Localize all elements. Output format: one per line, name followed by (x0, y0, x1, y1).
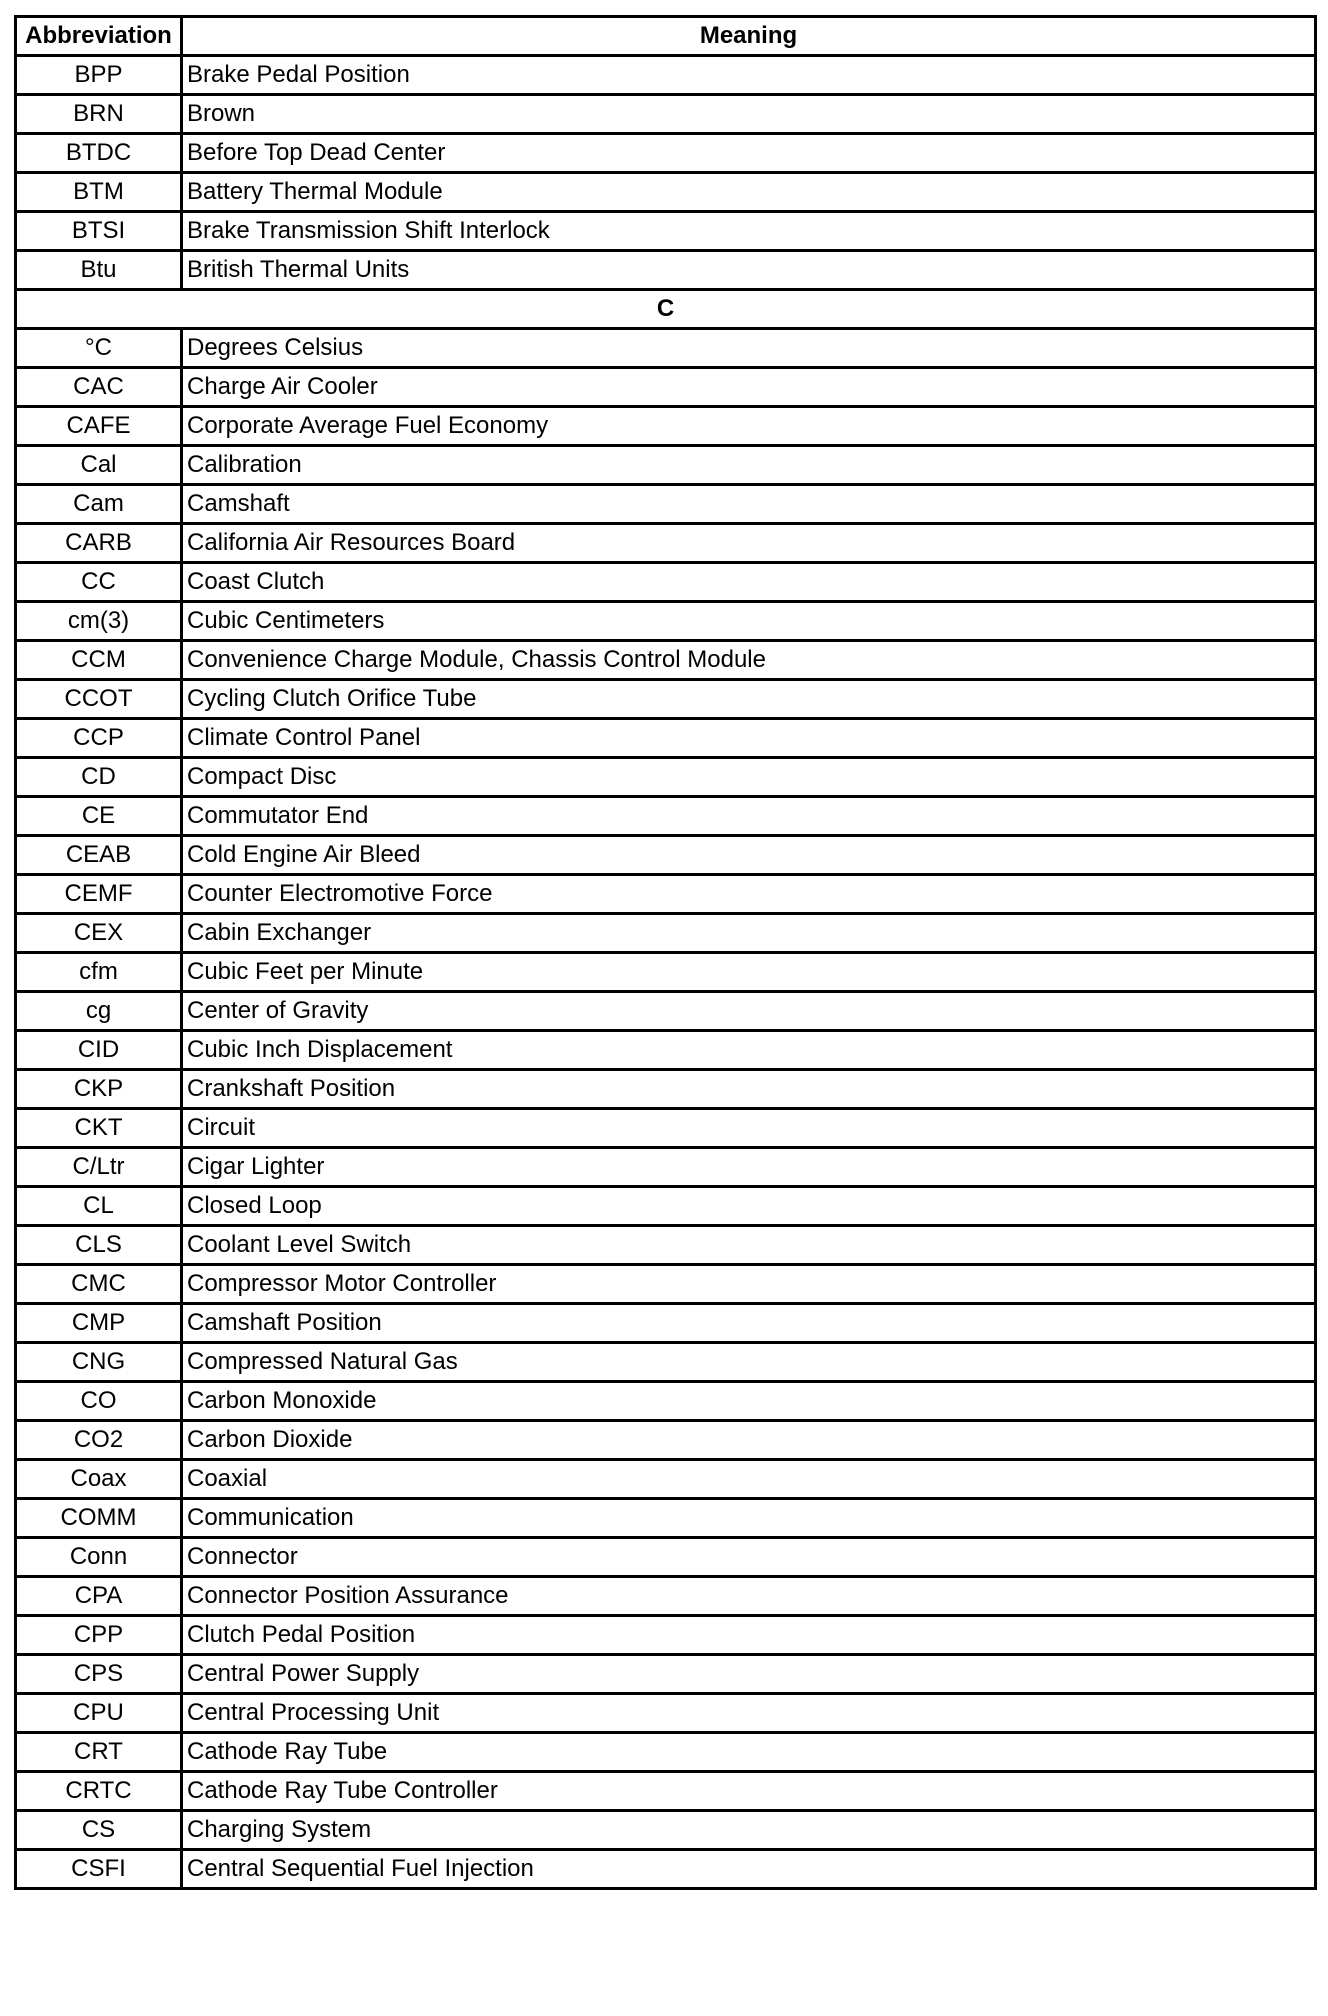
abbreviation-cell: CID (16, 1031, 182, 1070)
abbreviation-cell: CRT (16, 1733, 182, 1772)
meaning-cell: Battery Thermal Module (182, 173, 1316, 212)
table-row (16, 134, 1316, 173)
meaning-cell: Compressor Motor Controller (182, 1265, 1316, 1304)
abbreviation-cell: CD (16, 758, 182, 797)
table-row (16, 329, 1316, 368)
abbreviation-cell: Cam (16, 485, 182, 524)
table-row (16, 953, 1316, 992)
abbreviation-cell: CPU (16, 1694, 182, 1733)
table-row (16, 836, 1316, 875)
abbreviation-cell: CMC (16, 1265, 182, 1304)
table-row (16, 173, 1316, 212)
abbreviation-cell: CO (16, 1382, 182, 1421)
abbreviation-cell: COMM (16, 1499, 182, 1538)
table-row (16, 1343, 1316, 1382)
meaning-cell: Clutch Pedal Position (182, 1616, 1316, 1655)
meaning-cell: Charge Air Cooler (182, 368, 1316, 407)
table-row (16, 1538, 1316, 1577)
abbreviation-cell: CKP (16, 1070, 182, 1109)
table-row (16, 251, 1316, 290)
abbreviation-cell: BRN (16, 95, 182, 134)
table-row (16, 1733, 1316, 1772)
abbreviation-cell: CS (16, 1811, 182, 1850)
abbreviation-cell: CSFI (16, 1850, 182, 1889)
abbreviation-cell: CPP (16, 1616, 182, 1655)
meaning-cell: Degrees Celsius (182, 329, 1316, 368)
meaning-cell: Brake Pedal Position (182, 56, 1316, 95)
table-row (16, 1694, 1316, 1733)
abbreviation-cell: CMP (16, 1304, 182, 1343)
table-row (16, 641, 1316, 680)
meaning-cell: Cubic Centimeters (182, 602, 1316, 641)
abbreviation-cell: CE (16, 797, 182, 836)
meaning-cell: Camshaft Position (182, 1304, 1316, 1343)
abbreviation-cell: CEMF (16, 875, 182, 914)
abbreviation-cell: CC (16, 563, 182, 602)
table-row (16, 524, 1316, 563)
abbreviation-cell: CEX (16, 914, 182, 953)
meaning-cell: Communication (182, 1499, 1316, 1538)
abbreviation-cell: cg (16, 992, 182, 1031)
table-row (16, 797, 1316, 836)
table-row (16, 95, 1316, 134)
section-heading: C (16, 290, 1316, 329)
abbreviation-cell: C/Ltr (16, 1148, 182, 1187)
table-row (16, 1421, 1316, 1460)
table-row (16, 758, 1316, 797)
table-row (16, 56, 1316, 95)
meaning-cell: Connector Position Assurance (182, 1577, 1316, 1616)
table-row (16, 1265, 1316, 1304)
meaning-cell: Brake Transmission Shift Interlock (182, 212, 1316, 251)
meaning-cell: Coaxial (182, 1460, 1316, 1499)
abbreviation-cell: CAFE (16, 407, 182, 446)
table-row (16, 485, 1316, 524)
abbreviation-cell: cfm (16, 953, 182, 992)
table-row (16, 1304, 1316, 1343)
header-row (16, 17, 1316, 56)
table-row (16, 407, 1316, 446)
meaning-cell: Cubic Inch Displacement (182, 1031, 1316, 1070)
meaning-cell: Center of Gravity (182, 992, 1316, 1031)
meaning-cell: Cigar Lighter (182, 1148, 1316, 1187)
abbreviation-cell: CKT (16, 1109, 182, 1148)
table-row (16, 1811, 1316, 1850)
table-row (16, 719, 1316, 758)
table-row (16, 368, 1316, 407)
meaning-cell: Cathode Ray Tube Controller (182, 1772, 1316, 1811)
table-row (16, 1499, 1316, 1538)
abbreviation-header: Abbreviation (16, 17, 182, 56)
meaning-cell: Central Processing Unit (182, 1694, 1316, 1733)
table-body (16, 56, 1316, 1889)
table-row (16, 914, 1316, 953)
abbreviation-cell: BTM (16, 173, 182, 212)
meaning-cell: Camshaft (182, 485, 1316, 524)
abbreviation-cell: CO2 (16, 1421, 182, 1460)
section-row (16, 290, 1316, 329)
meaning-cell: Carbon Dioxide (182, 1421, 1316, 1460)
table-row (16, 875, 1316, 914)
table-row (16, 992, 1316, 1031)
meaning-cell: Climate Control Panel (182, 719, 1316, 758)
abbreviation-cell: Cal (16, 446, 182, 485)
table-row (16, 1109, 1316, 1148)
abbreviation-cell: CCP (16, 719, 182, 758)
abbreviation-cell: CPS (16, 1655, 182, 1694)
table-row (16, 1187, 1316, 1226)
meaning-cell: Carbon Monoxide (182, 1382, 1316, 1421)
table-row (16, 1850, 1316, 1889)
table-row (16, 1226, 1316, 1265)
abbreviation-cell: Coax (16, 1460, 182, 1499)
abbreviation-cell: CAC (16, 368, 182, 407)
abbreviation-cell: CEAB (16, 836, 182, 875)
meaning-cell: Cycling Clutch Orifice Tube (182, 680, 1316, 719)
abbreviation-cell: BTDC (16, 134, 182, 173)
meaning-cell: Calibration (182, 446, 1316, 485)
meaning-cell: Corporate Average Fuel Economy (182, 407, 1316, 446)
table-row (16, 446, 1316, 485)
meaning-cell: Brown (182, 95, 1316, 134)
table-row (16, 212, 1316, 251)
meaning-cell: Counter Electromotive Force (182, 875, 1316, 914)
meaning-cell: Cubic Feet per Minute (182, 953, 1316, 992)
abbreviation-cell: CNG (16, 1343, 182, 1382)
table-row (16, 1577, 1316, 1616)
meaning-cell: Circuit (182, 1109, 1316, 1148)
meaning-cell: Coolant Level Switch (182, 1226, 1316, 1265)
abbreviation-cell: CCOT (16, 680, 182, 719)
table-row (16, 563, 1316, 602)
meaning-cell: Closed Loop (182, 1187, 1316, 1226)
table-row (16, 680, 1316, 719)
table-row (16, 1460, 1316, 1499)
abbreviation-cell: CL (16, 1187, 182, 1226)
meaning-header: Meaning (182, 17, 1316, 56)
abbreviation-cell: CLS (16, 1226, 182, 1265)
meaning-cell: Before Top Dead Center (182, 134, 1316, 173)
table-row (16, 1772, 1316, 1811)
abbreviation-cell: cm(3) (16, 602, 182, 641)
meaning-cell: Coast Clutch (182, 563, 1316, 602)
meaning-cell: Compressed Natural Gas (182, 1343, 1316, 1382)
abbreviation-table (14, 15, 1317, 1890)
meaning-cell: Convenience Charge Module, Chassis Control Module (182, 641, 1316, 680)
table-row (16, 602, 1316, 641)
meaning-cell: Charging System (182, 1811, 1316, 1850)
abbreviation-cell: BPP (16, 56, 182, 95)
abbreviation-cell: CARB (16, 524, 182, 563)
abbreviation-cell: CRTC (16, 1772, 182, 1811)
table-row (16, 1148, 1316, 1187)
table-row (16, 1382, 1316, 1421)
meaning-cell: California Air Resources Board (182, 524, 1316, 563)
meaning-cell: Commutator End (182, 797, 1316, 836)
table-row (16, 1616, 1316, 1655)
abbreviation-cell: BTSI (16, 212, 182, 251)
abbreviation-cell: CPA (16, 1577, 182, 1616)
abbreviation-cell: CCM (16, 641, 182, 680)
meaning-cell: Central Power Supply (182, 1655, 1316, 1694)
meaning-cell: Compact Disc (182, 758, 1316, 797)
abbreviation-cell: °C (16, 329, 182, 368)
abbreviation-cell: Btu (16, 251, 182, 290)
table-row (16, 1070, 1316, 1109)
meaning-cell: Crankshaft Position (182, 1070, 1316, 1109)
meaning-cell: Central Sequential Fuel Injection (182, 1850, 1316, 1889)
meaning-cell: Cabin Exchanger (182, 914, 1316, 953)
meaning-cell: Connector (182, 1538, 1316, 1577)
abbreviation-cell: Conn (16, 1538, 182, 1577)
table-row (16, 1031, 1316, 1070)
meaning-cell: Cathode Ray Tube (182, 1733, 1316, 1772)
meaning-cell: British Thermal Units (182, 251, 1316, 290)
meaning-cell: Cold Engine Air Bleed (182, 836, 1316, 875)
table-row (16, 1655, 1316, 1694)
